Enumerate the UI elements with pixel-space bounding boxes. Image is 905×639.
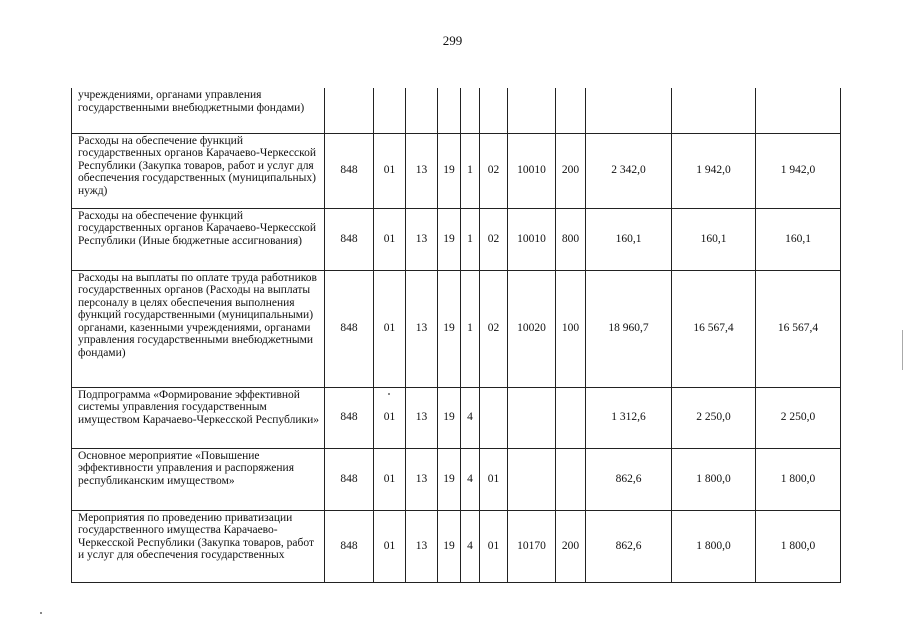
cell-cs4: 10170 [508,510,556,582]
cell-cs2: 1 [461,270,480,387]
cell-cs2: 1 [461,133,480,208]
table-row [72,133,841,208]
cell-cs4: 10010 [508,208,556,270]
cell-ved: 848 [325,510,374,582]
cell-vr [556,88,586,133]
cell-cs4 [508,387,556,448]
cell-cs2: 4 [461,448,480,510]
cell-cs4 [508,448,556,510]
cell-cs4 [508,88,556,133]
cell-rz: 01 [374,133,406,208]
row-description: учреждениями, органами управления государственными внебюджетными фондами) [72,88,325,133]
cell-rz: 01 [374,448,406,510]
row-description: Подпрограмма «Формирование эффективной системы управления государственным имуществом Карачаево-Черкесской Республики» [72,387,325,448]
cell-year2: 2 250,0 [672,387,756,448]
table-row [72,448,841,510]
table-row [72,88,841,133]
cell-rz: 01 [374,270,406,387]
cell-year1: 2 342,0 [586,133,672,208]
cell-ved: 848 [325,133,374,208]
cell-cs3 [480,88,508,133]
cell-rz: 01 [374,208,406,270]
cell-ved: 848 [325,448,374,510]
cell-pr: 13 [406,510,438,582]
cell-year2: 1 800,0 [672,510,756,582]
cell-cs4: 10020 [508,270,556,387]
cell-year3: 1 800,0 [756,448,841,510]
cell-cs3: 02 [480,270,508,387]
cell-vr [556,387,586,448]
cell-cs1: 19 [438,208,461,270]
cell-rz: 01 [374,387,406,448]
scan-speck [388,393,390,395]
cell-pr [406,88,438,133]
cell-cs2: 4 [461,387,480,448]
cell-year2: 160,1 [672,208,756,270]
cell-cs4: 10010 [508,133,556,208]
table-row [72,270,841,387]
cell-cs3 [480,387,508,448]
cell-cs3: 01 [480,510,508,582]
cell-vr: 100 [556,270,586,387]
table-row [72,208,841,270]
cell-year3: 1 800,0 [756,510,841,582]
cell-year3: 160,1 [756,208,841,270]
cell-pr: 13 [406,270,438,387]
cell-ved: 848 [325,270,374,387]
cell-year1: 18 960,7 [586,270,672,387]
cell-cs1: 19 [438,133,461,208]
cell-rz [374,88,406,133]
cell-rz: 01 [374,510,406,582]
cell-ved: 848 [325,208,374,270]
cell-vr [556,448,586,510]
cell-cs2: 1 [461,208,480,270]
cell-year3: 1 942,0 [756,133,841,208]
cell-cs1 [438,88,461,133]
cell-cs2: 4 [461,510,480,582]
cell-pr: 13 [406,387,438,448]
cell-cs2 [461,88,480,133]
cell-vr: 200 [556,133,586,208]
cell-year3: 16 567,4 [756,270,841,387]
row-description: Расходы на обеспечение функций государственных органов Карачаево-Черкесской Республики (Закупка товаров, работ и услуг для обеспечения государственных (муниципальных) нужд) [72,133,325,208]
budget-table [71,88,841,583]
cell-vr: 800 [556,208,586,270]
cell-cs1: 19 [438,270,461,387]
cell-year3: 2 250,0 [756,387,841,448]
cell-year1 [586,88,672,133]
cell-cs3: 02 [480,208,508,270]
cell-year1: 862,6 [586,510,672,582]
page-number: 299 [442,33,463,48]
cell-year2 [672,88,756,133]
cell-pr: 13 [406,448,438,510]
cell-year1: 160,1 [586,208,672,270]
cell-ved [325,88,374,133]
row-description: Расходы на выплаты по оплате труда работников государственных органов (Расходы на выплаты персоналу в целях обеспечения выполнения функций государственными (муниципальными) органами, казенными учреждениями, органами управления государственными внебюджетными фондами) [72,270,325,387]
cell-cs1: 19 [438,387,461,448]
cell-cs3: 02 [480,133,508,208]
table-row [72,510,841,582]
row-description: Расходы на обеспечение функций государственных органов Карачаево-Черкесской Республики (Иные бюджетные ассигнования) [72,208,325,270]
cell-cs1: 19 [438,510,461,582]
cell-cs1: 19 [438,448,461,510]
table-row [72,387,841,448]
row-description: Мероприятия по проведению приватизации государственного имущества Карачаево-Черкесской Республики (Закупка товаров, работ и услуг для обеспечения государственных [72,510,325,582]
cell-vr: 200 [556,510,586,582]
cell-year1: 1 312,6 [586,387,672,448]
cell-year3 [756,88,841,133]
row-description: Основное мероприятие «Повышение эффективности управления и распоряжения республиканским имуществом» [72,448,325,510]
scan-speck [40,612,42,614]
scan-edge-mark [902,330,903,370]
cell-pr: 13 [406,133,438,208]
cell-cs3: 01 [480,448,508,510]
cell-ved: 848 [325,387,374,448]
cell-pr: 13 [406,208,438,270]
cell-year2: 1 800,0 [672,448,756,510]
cell-year2: 16 567,4 [672,270,756,387]
cell-year1: 862,6 [586,448,672,510]
cell-year2: 1 942,0 [672,133,756,208]
